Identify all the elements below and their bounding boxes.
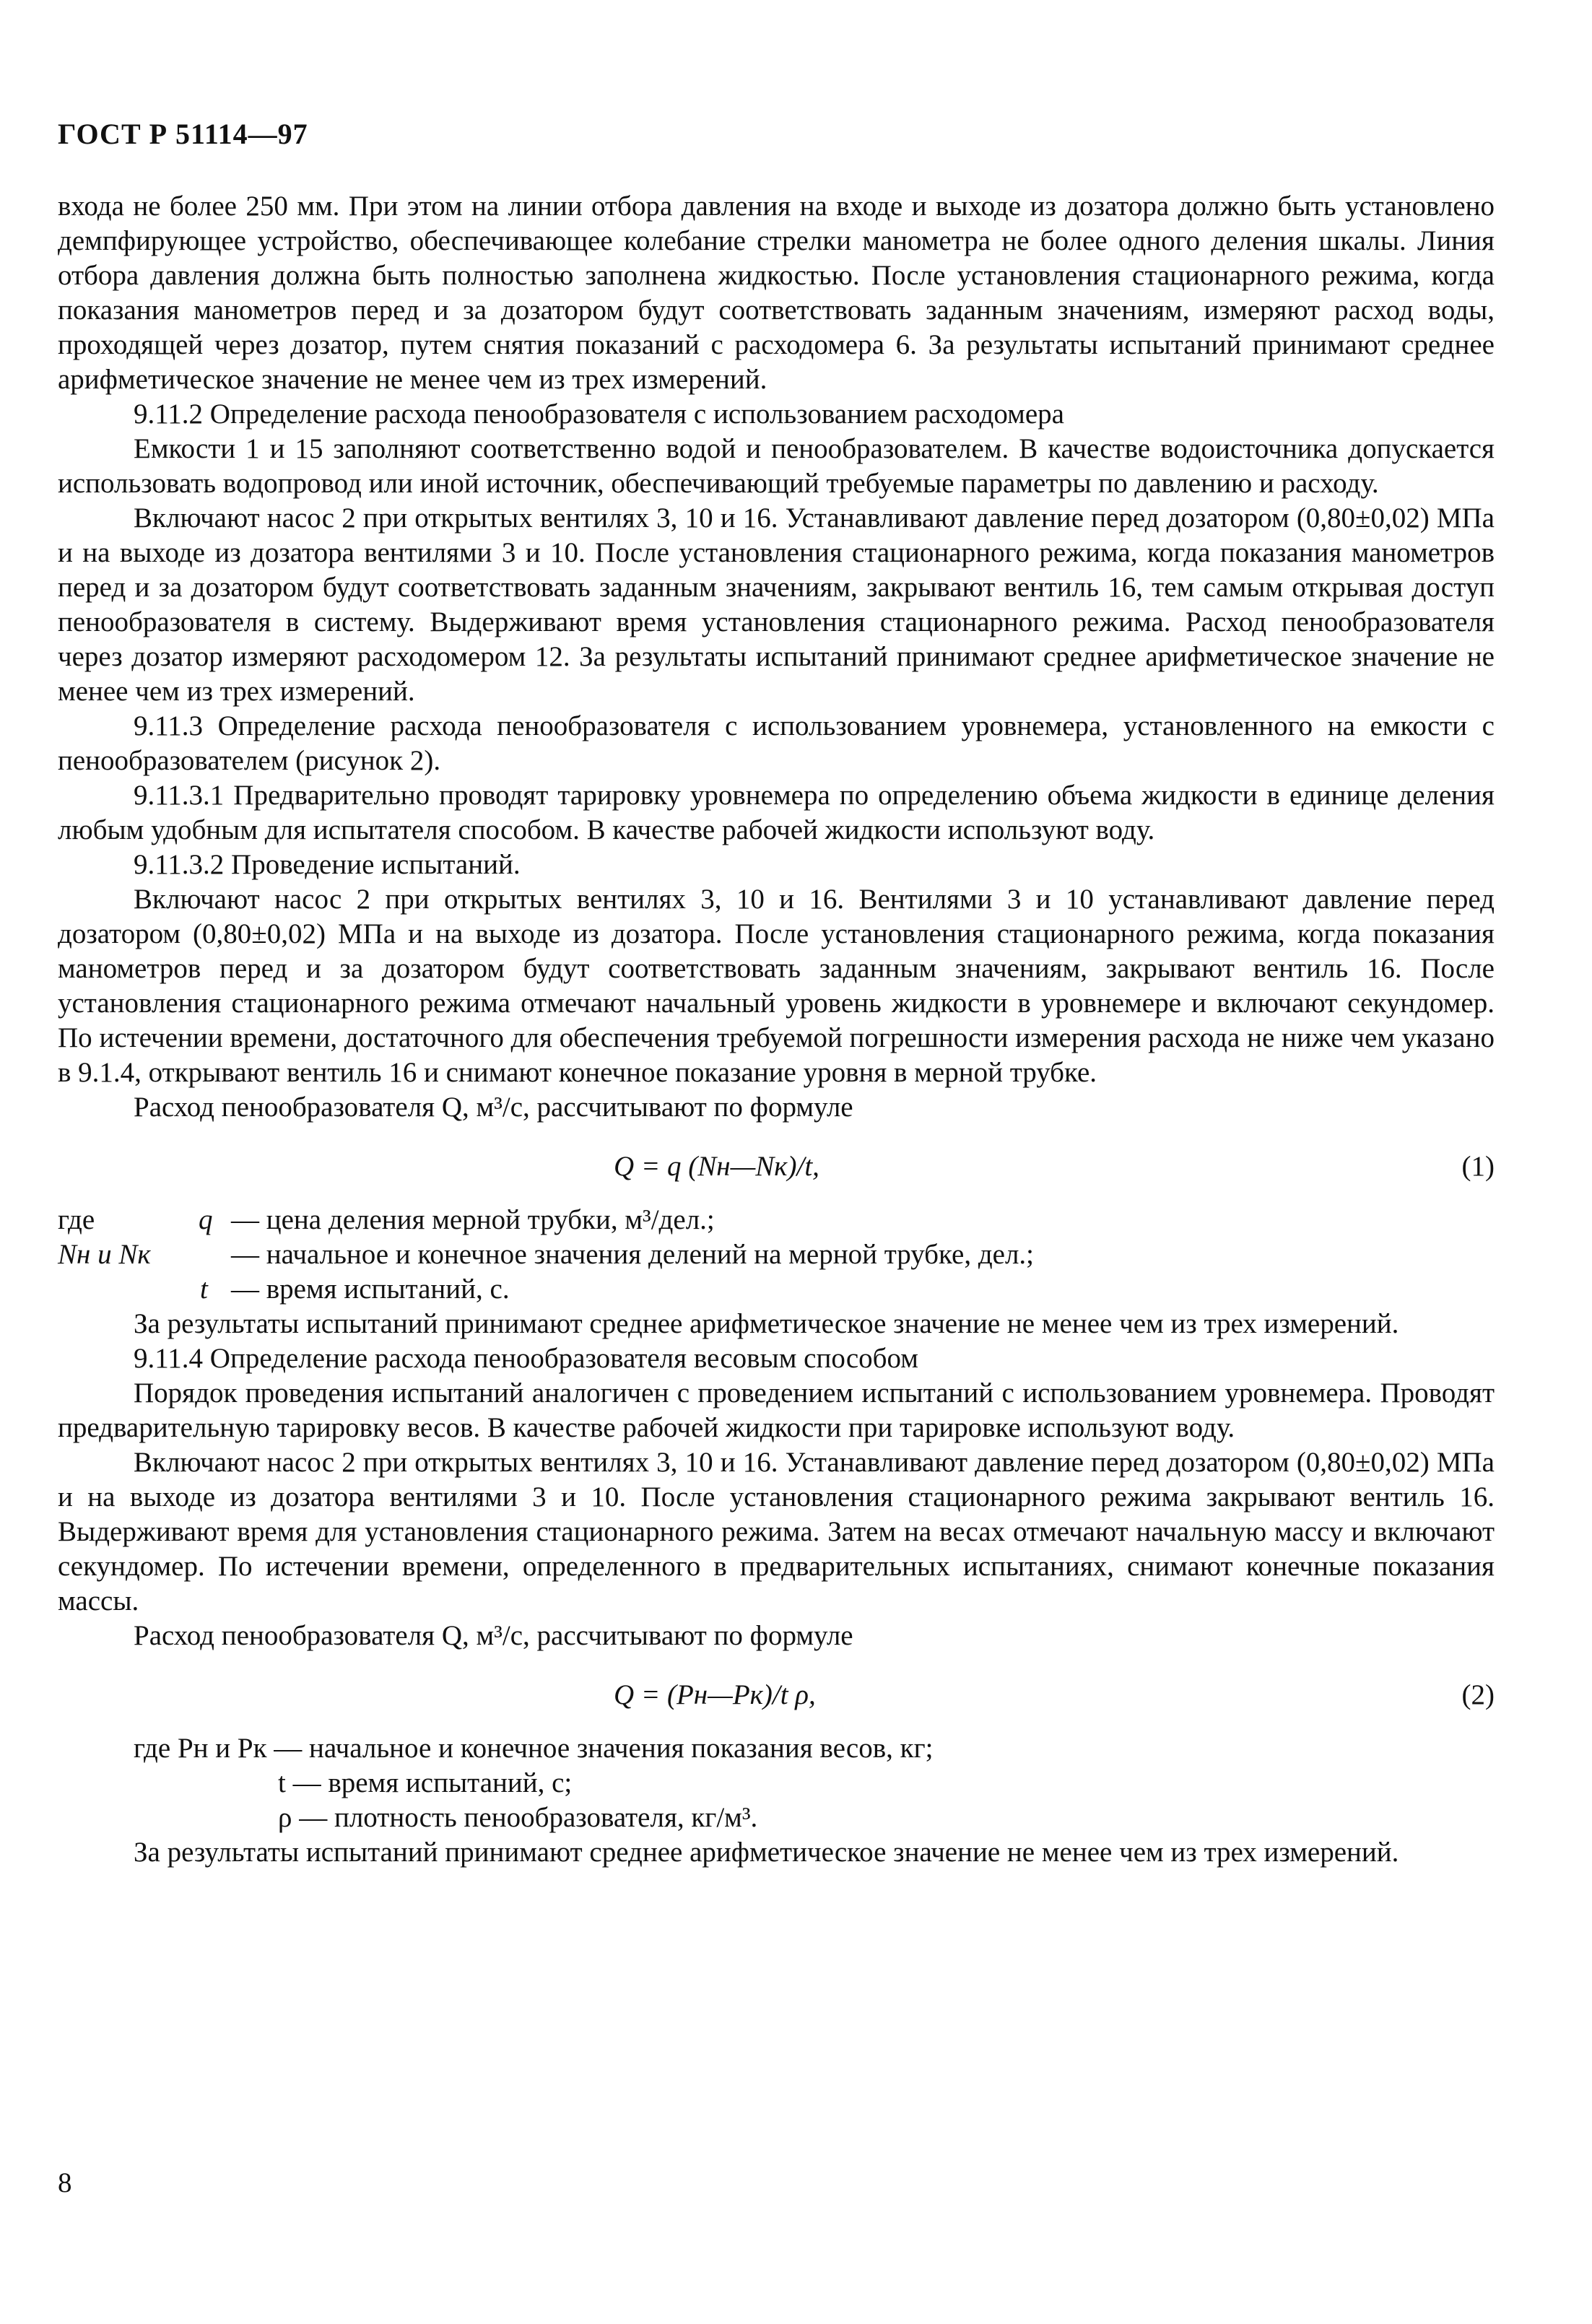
formula-1-legend [58,1203,1495,1307]
paragraph: Включают насос 2 при открытых вентилях 3, 10 и 16. Устанавливают давление перед дозатором (0,80±0,02) МПа и на выходе из дозатора вентилями 3 и 10. После установления стационарного режима закрывают вентиль 16. Выдерживают время для установления стационарного режима. Затем на весах отмечают начальную массу и включают секундомер. По истечении времени, определенного в предварительных испытаниях, снимают конечные показания массы. [58,1447,1495,1616]
paragraph: Порядок проведения испытаний аналогичен с проведением испытаний с использованием уровнемера. Проводят предварительную тарировку весов. В качестве рабочей жидкости при тарировке используют воду. [58,1378,1495,1443]
paragraph: Емкости 1 и 15 заполняют соответственно водой и пенообразователем. В качестве водоисточника допускается использовать водопровод или иной источник, обеспечивающий требуемые параметры по давлению и расходу. [58,433,1495,499]
formula-number: (1) [1461,1151,1495,1182]
formula-2-legend [58,1731,1495,1835]
section-title-9-11-4: 9.11.4 Определение расхода пенообразователя весовым способом [134,1343,918,1374]
paragraph-continuation: входа не более 250 мм. При этом на линии отбора давления на входе и выходе из дозатора должно быть установлено демпфирующее устройство, обеспечивающее колебание стрелки манометра не более одного деления шкалы. Линия отбора давления должна быть полностью заполнена жидкостью. После установления стационарного режима, когда показания манометров перед и за дозатором будут соответствовать заданным значениям, измеряют расход воды, проходящей через дозатор, путем снятия показаний с расходомера 6. За результаты испытаний принимают среднее арифметическое значение не менее чем из трех измерений. [58,191,1495,395]
legend-row [58,1766,1495,1801]
legend-text: t — время испытаний, с; [278,1767,573,1798]
legend-symbol: q [199,1204,213,1235]
formula-intro: Расход пенообразователя Q, м³/с, рассчитывают по формуле [134,1092,853,1123]
legend-symbol: t [200,1274,208,1305]
legend-row [58,1272,1495,1307]
document-header: ГОСТ Р 51114—97 [58,118,308,150]
section-title-9-11-3-2: 9.11.3.2 Проведение испытаний. [134,849,521,880]
legend-text: где Pн и Pк — начальное и конечное значения показания весов, кг; [134,1733,934,1764]
formula-intro: Расход пенообразователя Q, м³/с, рассчитывают по формуле [134,1620,853,1651]
document-body [58,189,1495,1870]
legend-row [58,1203,1495,1237]
formula-1 [58,1141,1495,1193]
legend-symbol: Nн и Nк [58,1239,151,1270]
legend-text: — начальное и конечное значения делений на мерной трубке, дел.; [231,1239,1035,1270]
legend-row [58,1801,1495,1835]
legend-where: где [58,1204,95,1235]
legend-text: — время испытаний, с. [231,1274,510,1305]
formula-expression: Q = q (Nн—Nк)/t, [614,1151,819,1182]
formula-number: (2) [1461,1679,1495,1710]
legend-text: ρ — плотность пенообразователя, кг/м³. [278,1802,758,1833]
legend-text: — цена деления мерной трубки, м³/дел.; [231,1204,715,1235]
section-title-9-11-2: 9.11.2 Определение расхода пенообразователя с использованием расходомера [134,399,1064,430]
paragraph: Включают насос 2 при открытых вентилях 3, 10 и 16. Вентилями 3 и 10 устанавливают давление перед дозатором (0,80±0,02) МПа и на выходе из дозатора. После установления стационарного режима, когда показания манометров перед и за дозатором будут соответствовать заданным значениям, закрывают вентиль 16. После установления стационарного режима отмечают начальный уровень жидкости в уровнемере и включают секундомер. По истечении времени, достаточного для обеспечения требуемой погрешности измерения расхода не ниже чем указано в 9.1.4, открывают вентиль 16 и снимают конечное показание уровня в мерной трубке. [58,884,1495,1088]
formula-expression: Q = (Pн—Pк)/t ρ, [614,1679,816,1710]
paragraph: Включают насос 2 при открытых вентилях 3, 10 и 16. Устанавливают давление перед дозатором (0,80±0,02) МПа и на выходе из дозатора вентилями 3 и 10. После установления стационарного режима, когда показания манометров перед и за дозатором будут соответствовать заданным значениям, закрывают вентиль 16, тем самым открывая доступ пенообразователя в систему. Выдерживают время установления стационарного режима. Расход пенообразователя через дозатор измеряют расходомером 12. За результаты испытаний принимают среднее арифметическое значение не менее чем из трех измерений. [58,502,1495,707]
page-number: 8 [58,2167,72,2198]
paragraph: За результаты испытаний принимают среднее арифметическое значение не менее чем из трех измерений. [134,1837,1399,1868]
formula-2 [58,1669,1495,1721]
section-title-9-11-3: 9.11.3 Определение расхода пенообразователя с использованием уровнемера, установленного на емкости с пенообразователем (рисунок 2). [58,710,1495,776]
legend-row [58,1731,1495,1766]
paragraph: За результаты испытаний принимают среднее арифметическое значение не менее чем из трех измерений. [134,1308,1399,1339]
paragraph-9-11-3-1: 9.11.3.1 Предварительно проводят тарировку уровнемера по определению объема жидкости в единице деления любым удобным для испытателя способом. В качестве рабочей жидкости используют воду. [58,780,1495,845]
legend-row [58,1237,1495,1272]
